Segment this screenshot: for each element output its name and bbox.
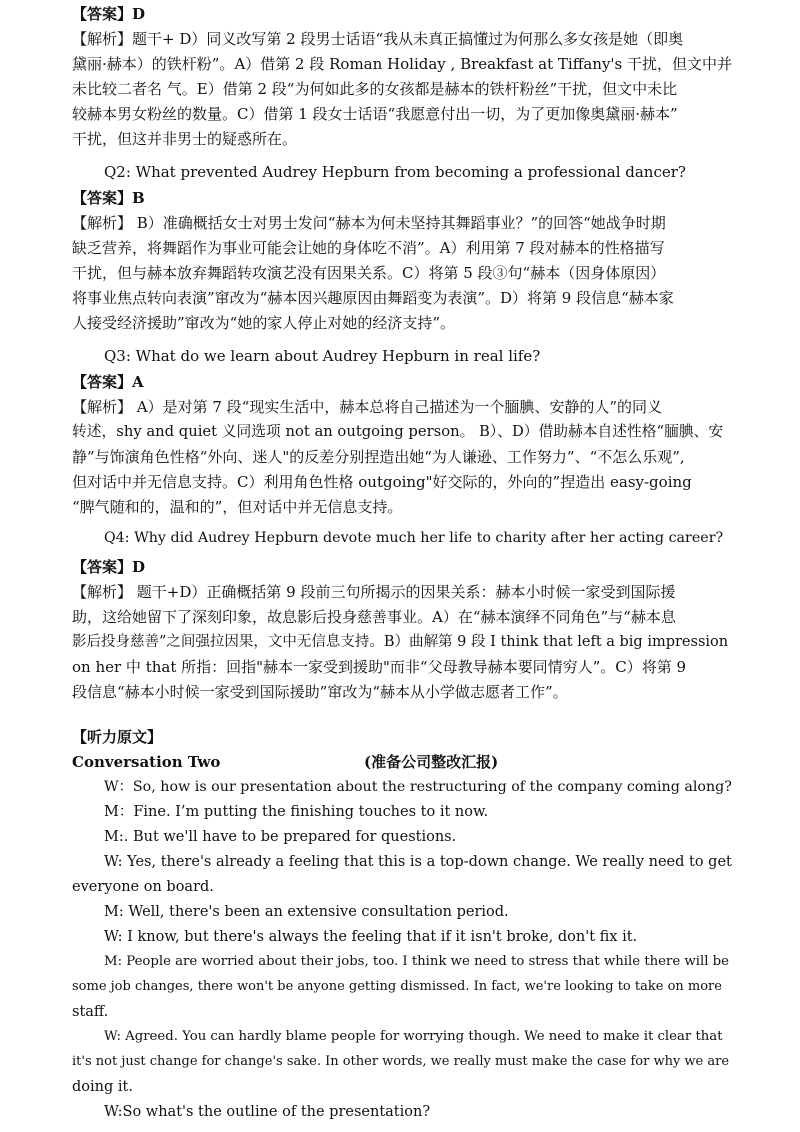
dialog-line-8-cont-2: doing it. — [72, 1079, 133, 1095]
dialog-line-4-cont: everyone on board. — [72, 879, 214, 895]
transcript-heading: 【听力原文】 — [72, 728, 163, 746]
dialog-line-7-cont-1: some job changes, there won't be anyone getting dismissed. In fact, we're looking to take on more — [72, 979, 722, 994]
analysis-q3-line-4: 但对话中并无信息支持。C）利用角色性格 outgoing"好交际的，外向的”捏造出 easy-going — [72, 473, 692, 491]
dialog-line-4: W: Yes, there's already a feeling that this is a top-down change. We really need to get — [104, 854, 732, 870]
analysis-q4-line-2: 助，这给她留下了深刻印象，故息影后投身慈善事业。A）在“赫本演绎不同角色”与“赫本息 — [72, 608, 676, 626]
dialog-line-6: W: I know, but there's always the feeling that if it isn't broke, don't fix it. — [104, 929, 638, 945]
analysis-q2-line-5: 人接受经济援助”窜改为“她的家人停止对她的经济支持”。 — [72, 314, 456, 332]
analysis-q3-line-3: 静”与饰演角色性格“外向、迷人"的反差分别捏造出她“为人谦逊、工作努力”、“不怎么乐观”, — [72, 448, 685, 466]
answer-label-q3: 【答案】A — [72, 373, 144, 391]
dialog-line-3: M:. But we'll have to be prepared for questions. — [104, 829, 457, 845]
analysis-q4-line-5: 段信息“赫本小时候一家受到国际援助”窜改为“赫本从小学做志愿者工作”。 — [72, 683, 568, 701]
dialog-line-8: W: Agreed. You can hardly blame people for worrying though. We need to make it clear that — [104, 1029, 723, 1044]
dialog-line-8-cont-1: it's not just change for change's sake. In other words, we really must make the case for why we are — [72, 1054, 730, 1069]
answer-label-q2: 【答案】B — [72, 189, 145, 207]
question-q2: Q2: What prevented Audrey Hepburn from becoming a professional dancer? — [104, 163, 686, 181]
analysis-q2-line-2: 缺乏营养，将舞蹈作为事业可能会让她的身体吃不消”。A）利用第 7 段对赫本的性格描写 — [72, 239, 665, 257]
conversation-topic: (准备公司整改汇报) — [364, 753, 499, 771]
question-q4: Q4: Why did Audrey Hepburn devote much her life to charity after her acting career? — [104, 530, 724, 546]
analysis-q3-line-2: 转述，shy and quiet 义同选项 not an outgoing person。 B）、D）借助赫本自述性格“腼腆、安 — [72, 423, 724, 440]
analysis-q2-line-4: 将事业焦点转向表演”窜改为“赫本因兴趣原因由舞蹈变为表演”。D）将第 9 段信息“赫本家 — [72, 289, 674, 307]
analysis-q4-line-1: 【解析】 题干+D）正确概括第 9 段前三句所揭示的因果关系：赫本小时候一家受到国际援 — [72, 583, 676, 601]
analysis-q1-line-2: 黛丽·赫本）的铁杆粉”。A）借第 2 段 Roman Holiday , Breakfast at Tiffany's 干扰，但文中并 — [72, 55, 733, 73]
conversation-title: Conversation Two — [72, 753, 221, 771]
dialog-line-1: W：So, how is our presentation about the restructuring of the company coming along? — [104, 779, 732, 795]
dialog-line-2: M：Fine. I’m putting the finishing touches to it now. — [104, 804, 489, 820]
answer-label-q1: 【答案】D — [72, 5, 146, 23]
analysis-q1-line-5: 干扰，但这并非男士的疑惑所在。 — [72, 130, 298, 148]
dialog-line-9: W:So what's the outline of the presentation? — [104, 1104, 431, 1120]
question-q3: Q3: What do we learn about Audrey Hepburn in real life? — [104, 347, 541, 365]
answer-label-q4: 【答案】D — [72, 558, 146, 576]
analysis-q4-line-4: on her 中 that 所指：回指"赫本一家受到援助"而非“父母教导赫本要同情穷人”。C）将第 9 — [72, 658, 687, 676]
dialog-line-5: M: Well, there's been an extensive consultation period. — [104, 904, 509, 920]
analysis-q1-line-4: 较赫本男女粉丝的数量。C）借第 1 段女士话语“我愿意付出一切，为了更加像奥黛丽·赫本” — [72, 105, 678, 123]
analysis-q3-line-5: “脾气随和的，温和的”，但对话中并无信息支持。 — [72, 498, 403, 516]
analysis-q4-line-3: 影后投身慈善”之间强拉因果，文中无信息支持。B）曲解第 9 段 I think that left a big impression — [72, 634, 729, 650]
analysis-q2-line-3: 干扰，但与赫本放弃舞蹈转攻演艺没有因果关系。C）将第 5 段③句“赫本（因身体原因） — [72, 264, 666, 282]
analysis-q1-line-1: 【解析】题干+ D）同义改写第 2 段男士话语“我从未真正搞懂过为何那么多女孩是她（即奥 — [72, 30, 684, 48]
analysis-q1-line-3: 未比较二者名 气。E）借第 2 段“为何如此多的女孩都是赫本的铁杆粉丝”干扰，但文中未比 — [72, 80, 678, 98]
analysis-q2-line-1: 【解析】 B）准确概括女士对男士发问“赫本为何未坚持其舞蹈事业？”的回答“她战争时期 — [72, 214, 666, 232]
analysis-q3-line-1: 【解析】 A）是对第 7 段“现实生活中，赫本总将自己描述为一个腼腆、安静的人”的同义 — [72, 398, 663, 416]
dialog-line-7: M: People are worried about their jobs, too. I think we need to stress that while there will be — [104, 954, 729, 969]
dialog-line-7-cont-2: staff. — [72, 1004, 109, 1020]
